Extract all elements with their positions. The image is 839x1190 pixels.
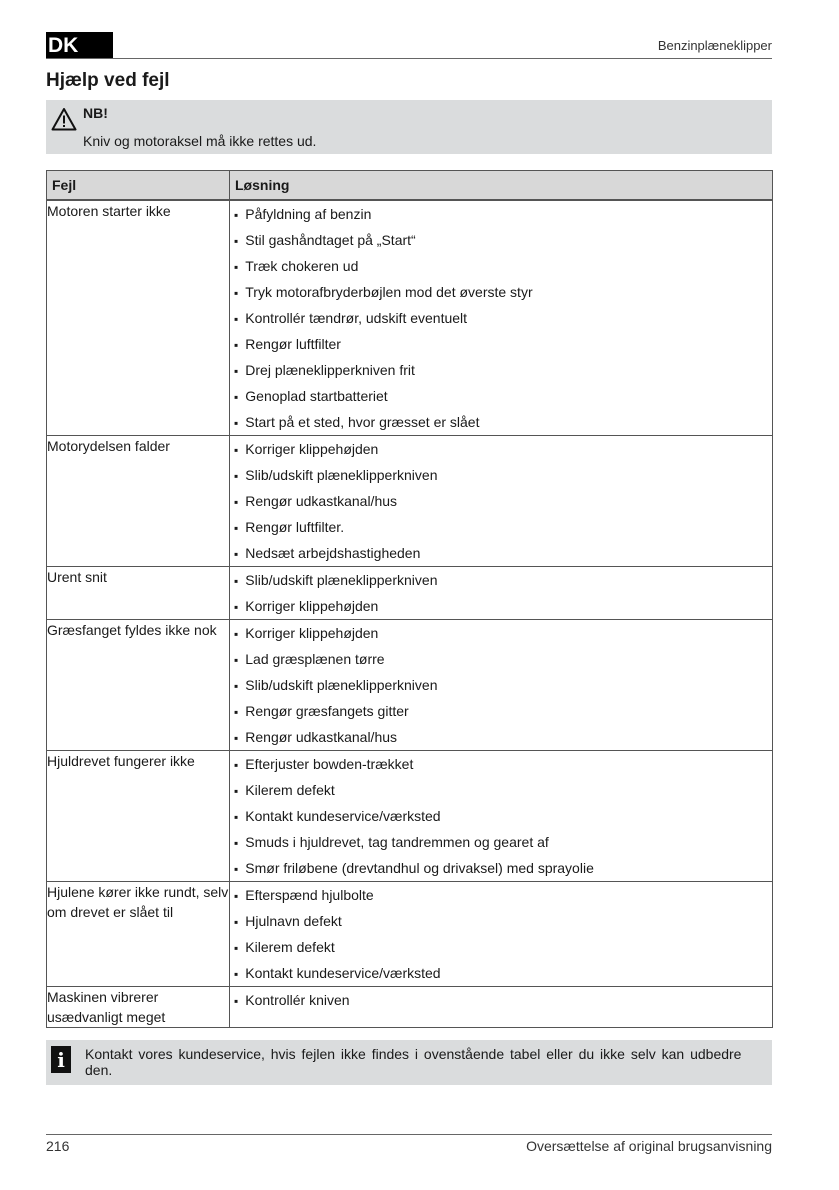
info-icon: i	[51, 1046, 71, 1073]
solution-list	[230, 987, 772, 1023]
solution-item: ▪ Smør friløbene (drevtandhul og drivaksel) med sprayolie	[230, 855, 772, 881]
solution-item: ▪ Hjulnavn defekt	[230, 908, 772, 934]
solution-item: ▪ Efterjuster bowden-trækket	[230, 751, 772, 777]
solution-item: ▪ Slib/udskift plæneklipperkniven	[230, 462, 772, 488]
solution-item: ▪ Rengør luftfilter	[230, 331, 772, 357]
solution-item: ▪ Rengør luftfilter.	[230, 514, 772, 540]
solution-cell	[230, 882, 773, 987]
solution-cell	[230, 200, 773, 436]
fault-cell: Motoren starter ikke	[47, 200, 230, 436]
solution-cell	[230, 620, 773, 751]
solution-item: ▪ Drej plæneklipperkniven frit	[230, 357, 772, 383]
footer-divider	[46, 1134, 772, 1135]
solution-item: ▪ Kilerem defekt	[230, 777, 772, 803]
solution-item: ▪ Korriger klippehøjden	[230, 620, 772, 646]
solution-item: ▪ Kontrollér kniven	[230, 987, 772, 1013]
solution-item: ▪ Slib/udskift plæneklipperkniven	[230, 567, 772, 593]
solution-cell	[230, 567, 773, 620]
info-text: Kontakt vores kundeservice, hvis fejlen ikke findes i ovenstående tabel eller du ikke selv kan udbedre den.	[85, 1046, 742, 1078]
solution-item: ▪ Smuds i hjuldrevet, tag tandremmen og gearet af	[230, 829, 772, 855]
solution-cell	[230, 987, 773, 1028]
solution-list	[230, 882, 772, 986]
document-title: Benzinplæneklipper	[657, 38, 772, 53]
fault-table	[46, 170, 773, 1028]
fault-cell: Maskinen vibrerer usædvanligt meget	[47, 987, 230, 1028]
column-header-fault: Fejl	[47, 171, 230, 201]
solution-item: ▪ Start på et sted, hvor græsset er slået	[230, 409, 772, 435]
fault-cell: Motorydelsen falder	[47, 436, 230, 567]
solution-item: ▪ Træk chokeren ud	[230, 253, 772, 279]
fault-cell: Hjulene kører ikke rundt, selv om drevet er slået til	[47, 882, 230, 987]
column-header-solution: Løsning	[230, 171, 773, 201]
warning-icon	[51, 107, 77, 131]
table-row	[47, 751, 773, 882]
table-row	[47, 436, 773, 567]
fault-cell: Græsfanget fyldes ikke nok	[47, 620, 230, 751]
solution-item: ▪ Påfyldning af benzin	[230, 201, 772, 227]
table-row	[47, 882, 773, 987]
fault-cell: Hjuldrevet fungerer ikke	[47, 751, 230, 882]
solution-list	[230, 567, 772, 619]
table-row	[47, 620, 773, 751]
solution-list	[230, 620, 772, 750]
solution-item: ▪ Tryk motorafbryderbøjlen mod det øverste styr	[230, 279, 772, 305]
solution-item: ▪ Rengør græsfangets gitter	[230, 698, 772, 724]
solution-list	[230, 436, 772, 566]
table-row	[47, 567, 773, 620]
page-number: 216	[46, 1138, 70, 1154]
solution-item: ▪ Kilerem defekt	[230, 934, 772, 960]
notice-box	[46, 100, 772, 154]
fault-cell: Urent snit	[47, 567, 230, 620]
solution-item: ▪ Efterspænd hjulbolte	[230, 882, 772, 908]
notice-title: NB!	[83, 105, 108, 121]
solution-item: ▪ Korriger klippehøjden	[230, 593, 772, 619]
solution-item: ▪ Kontakt kundeservice/værksted	[230, 960, 772, 986]
solution-item: ▪ Kontrollér tændrør, udskift eventuelt	[230, 305, 772, 331]
solution-item: ▪ Genoplad startbatteriet	[230, 383, 772, 409]
solution-item: ▪ Stil gashåndtaget på „Start“	[230, 227, 772, 253]
notice-text: Kniv og motoraksel må ikke rettes ud.	[83, 133, 317, 149]
solution-item: ▪ Korriger klippehøjden	[230, 436, 772, 462]
language-badge: DK	[46, 32, 113, 59]
section-title: Hjælp ved fejl	[46, 70, 170, 91]
solution-list	[230, 751, 772, 881]
info-box	[46, 1040, 772, 1085]
solution-item: ▪ Rengør udkastkanal/hus	[230, 488, 772, 514]
solution-item: ▪ Kontakt kundeservice/værksted	[230, 803, 772, 829]
solution-list	[230, 201, 772, 435]
solution-cell	[230, 751, 773, 882]
solution-item: ▪ Nedsæt arbejdshastigheden	[230, 540, 772, 566]
table-row	[47, 987, 773, 1028]
table-row	[47, 200, 773, 436]
header-divider	[46, 58, 772, 59]
solution-cell	[230, 436, 773, 567]
solution-item: ▪ Slib/udskift plæneklipperkniven	[230, 672, 772, 698]
solution-item: ▪ Lad græsplænen tørre	[230, 646, 772, 672]
page-header	[46, 32, 772, 60]
solution-item: ▪ Rengør udkastkanal/hus	[230, 724, 772, 750]
table-header-row	[47, 171, 773, 201]
footer-text: Oversættelse af original brugsanvisning	[526, 1138, 772, 1154]
